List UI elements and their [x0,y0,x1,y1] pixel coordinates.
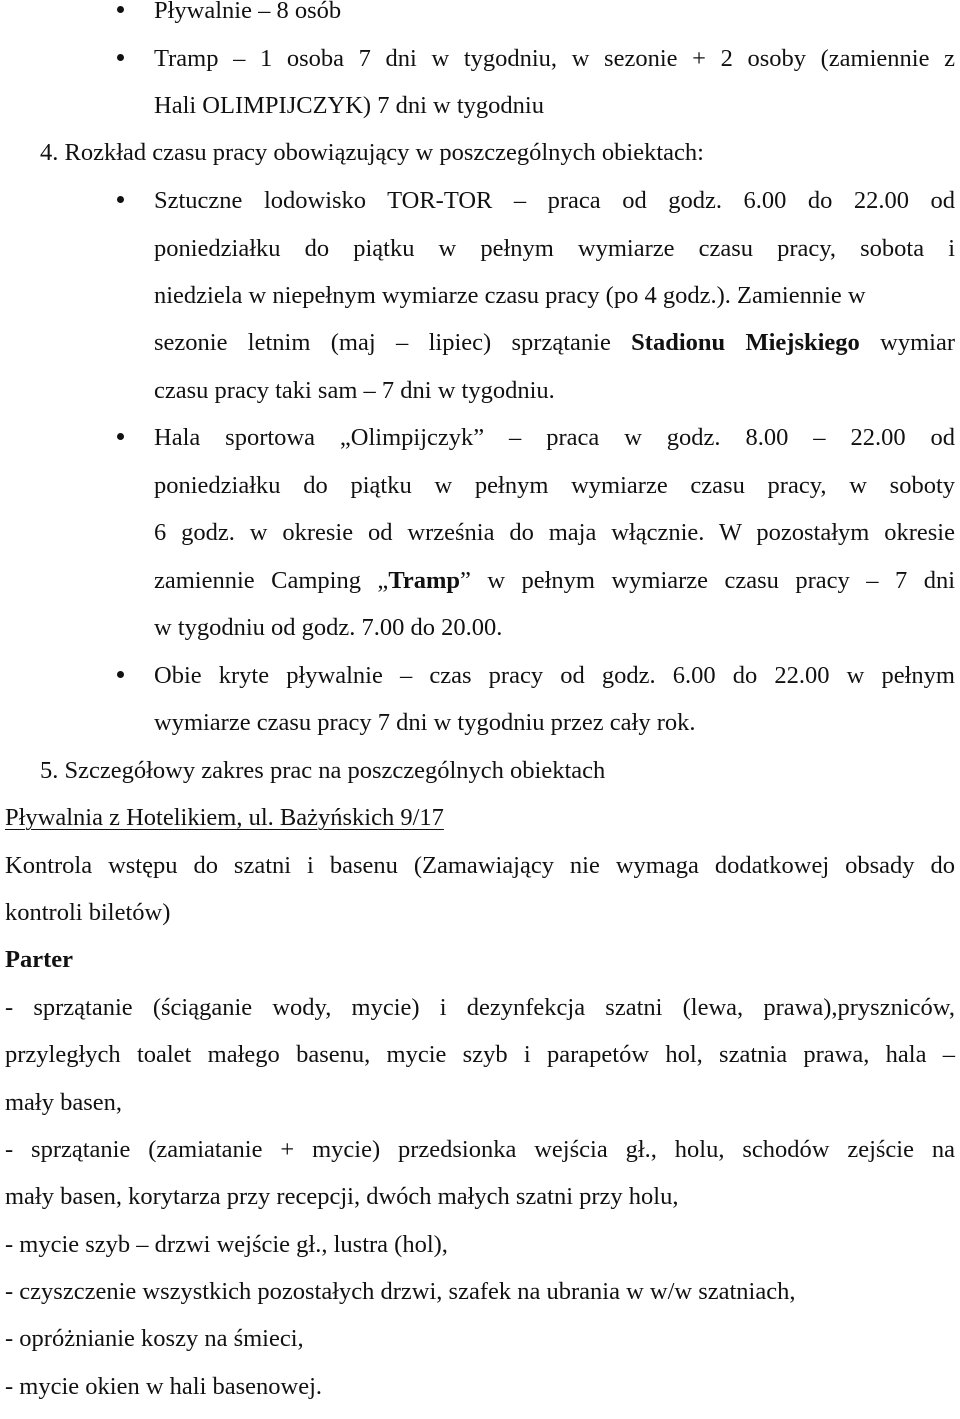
document-line [0,1324,960,1371]
text-segment: mały basen, [5,1089,123,1116]
document-line [0,1230,960,1277]
bullet-icon [117,671,124,678]
line-text [5,1040,955,1070]
text-segment: 4. Rozkład czasu pracy obowiązujący w poszczególnych obiektach: [40,139,704,166]
document-line [0,518,960,565]
document-line [0,186,960,233]
text-segment: przyległych toalet małego basenu, mycie szyb i parapetów hol, szatnia prawa, hala – [5,1041,955,1068]
document-line [0,1088,960,1135]
text-segment: kontroli biletów) [5,899,171,926]
document-line [0,708,960,755]
text-segment: Stadionu Miejskiego [631,329,860,356]
text-segment: - mycie szyb – drzwi wejście gł., lustra (hol), [5,1231,448,1258]
line-text [154,566,955,596]
document-line [0,281,960,328]
text-segment: zamiennie Camping „ [154,567,389,594]
text-segment: Obie kryte pływalnie – czas pracy od godz. 6.00 do 22.00 w pełnym [154,662,955,689]
text-segment: sezonie letnim (maj – lipiec) sprzątanie [154,329,632,356]
document-line [0,0,960,43]
text-segment: - sprzątanie (zamiatanie + mycie) przedsionka wejścia gł., holu, schodów zejście na [5,1136,955,1163]
line-text [154,423,955,453]
document-line [0,44,960,91]
line-text [154,328,955,358]
line-text [154,91,955,121]
text-segment: wymiar [859,329,955,356]
document-line [0,803,960,850]
text-segment: - opróżnianie koszy na śmieci, [5,1325,304,1352]
line-text [5,803,955,833]
text-segment: wymiarze czasu pracy 7 dni w tygodniu przez cały rok. [154,709,696,736]
text-segment: Kontrola wstępu do szatni i basenu (Zamawiający nie wymaga dodatkowej obsady do [5,852,955,879]
document-line [0,138,960,185]
line-text [154,234,955,264]
bullet-icon [117,433,124,440]
document-line [0,851,960,898]
document-line [0,566,960,613]
line-text [154,0,955,26]
text-segment: Tramp – 1 osoba 7 dni w tygodniu, w sezonie + 2 osoby (zamiennie z [154,45,955,72]
line-text [154,613,955,643]
document-line [0,993,960,1040]
line-text [5,1372,955,1402]
line-text [154,661,955,691]
text-segment: 5. Szczegółowy zakres prac na poszczególnych obiektach [40,757,606,784]
text-segment: mały basen, korytarza przy recepcji, dwóch małych szatni przy holu, [5,1183,679,1210]
line-text [154,471,955,501]
text-segment: czasu pracy taki sam – 7 dni w tygodniu. [154,377,555,404]
document-line [0,756,960,803]
document-line [0,898,960,945]
text-segment: poniedziałku do piątku w pełnym wymiarze czasu pracy, sobota i [154,235,955,262]
text-segment: Sztuczne lodowisko TOR-TOR – praca od godz. 6.00 do 22.00 od [154,187,955,214]
document-line [0,234,960,281]
line-text [154,376,955,406]
line-text [5,1277,955,1307]
line-text [154,518,955,548]
line-text [5,1088,955,1118]
document-line [0,1182,960,1229]
text-segment: ” w pełnym wymiarze czasu pracy – 7 dni [460,567,956,594]
line-text [40,756,955,786]
document-line [0,661,960,708]
line-text [154,281,955,311]
document-line [0,613,960,660]
text-segment: Tramp [388,567,460,594]
document-line [0,1277,960,1324]
line-text [5,1135,955,1165]
document-line [0,1135,960,1182]
text-segment: w tygodniu od godz. 7.00 do 20.00. [154,614,503,641]
line-text [5,1230,955,1260]
text-segment: Hali OLIMPIJCZYK) 7 dni w tygodniu [154,92,544,119]
bullet-icon [117,54,124,61]
document-line [0,423,960,470]
document-line [0,91,960,138]
document-line [0,1372,960,1419]
document-line [0,376,960,423]
document-line [0,471,960,518]
line-text [5,1324,955,1354]
line-text [5,1182,955,1212]
line-text [154,44,955,74]
text-segment: - czyszczenie wszystkich pozostałych drzwi, szafek na ubrania w w/w szatniach, [5,1278,796,1305]
bullet-icon [117,6,124,13]
text-segment: Pływalnie – 8 osób [154,0,342,24]
bullet-icon [117,196,124,203]
text-segment: - mycie okien w hali basenowej. [5,1373,323,1400]
text-segment: niedziela w niepełnym wymiarze czasu pracy (po 4 godz.). Zamiennie w [154,282,866,309]
document-line [0,945,960,992]
line-text [40,138,955,168]
text-segment: 6 godz. w okresie od września do maja włącznie. W pozostałym okresie [154,519,955,546]
line-text [5,851,955,881]
text-segment: Parter [5,946,73,973]
line-text [5,993,955,1023]
text-segment: - sprzątanie (ściąganie wody, mycie) i dezynfekcja szatni (lewa, prawa),pryszniców, [5,994,955,1021]
line-text [5,945,955,975]
text-segment: Hala sportowa „Olimpijczyk” – praca w godz. 8.00 – 22.00 od [154,424,955,451]
line-text [154,708,955,738]
text-segment: Pływalnia z Hotelikiem, ul. Bażyńskich 9/17 [5,804,444,831]
line-text [5,898,955,928]
document-line [0,328,960,375]
line-text [154,186,955,216]
document-line [0,1040,960,1087]
text-segment: poniedziałku do piątku w pełnym wymiarze czasu pracy, w soboty [154,472,955,499]
